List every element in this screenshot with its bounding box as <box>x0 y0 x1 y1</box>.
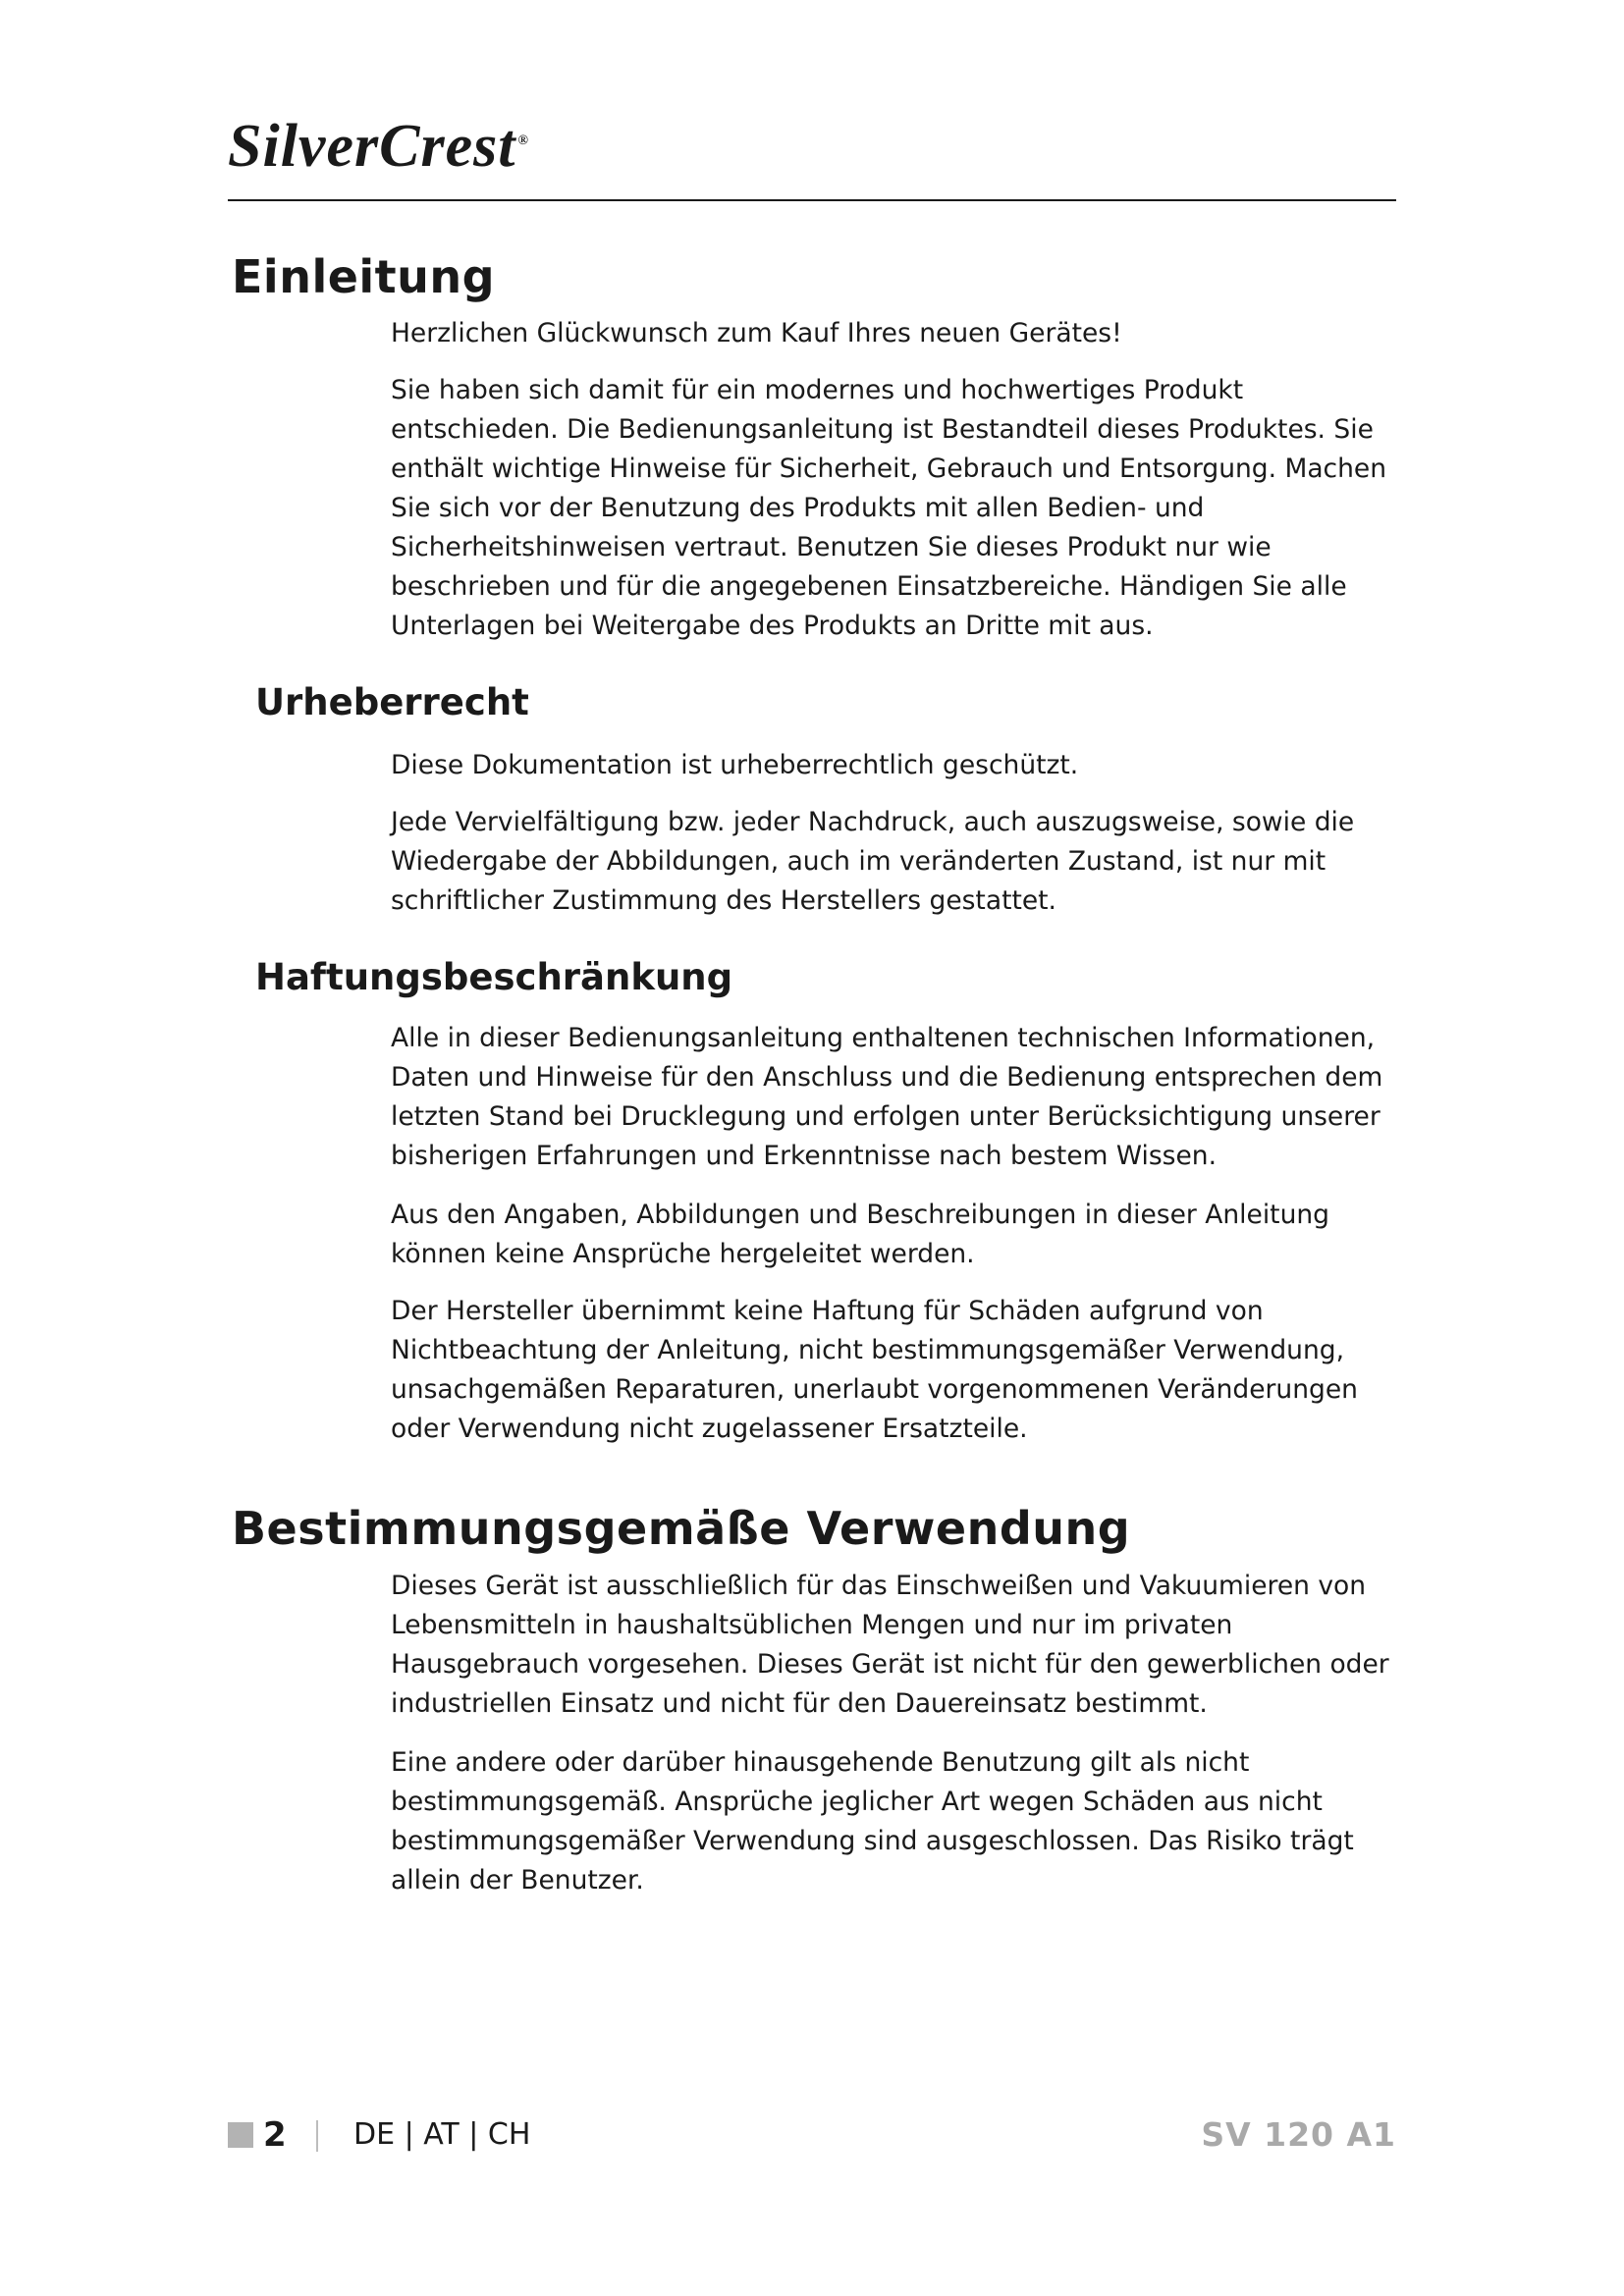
heading-urheberrecht: Urheberrecht <box>255 681 529 723</box>
model-number: SV 120 A1 <box>1201 2115 1396 2154</box>
paragraph-verwendung-2: Eine andere oder darüber hinausgehende Benutzung gilt als nicht bestimmungsgemäß. Ansprüche jeglicher Art wegen Schäden aus nicht bestimmungsgemäßer Verwendung sind ausgeschlossen. Das Risiko trägt allein der Benutzer. <box>391 1747 1354 1896</box>
brand-logo <box>228 113 529 180</box>
page-number: 2 <box>263 2115 287 2155</box>
footer-languages: DE | AT | CH <box>353 2117 531 2152</box>
footer-square-marker <box>228 2122 253 2148</box>
heading-haftungsbeschraenkung: Haftungsbeschränkung <box>255 956 733 998</box>
paragraph-urheberrecht-2: Jede Vervielfältigung bzw. jeder Nachdruck, auch auszugsweise, sowie die Wiedergabe der Abbildungen, auch im veränderten Zustand, ist nur mit schriftlicher Zustimmung des Herstellers gestattet. <box>391 807 1355 916</box>
footer-separator <box>316 2120 318 2152</box>
brand-logo-text: SilverCrest <box>228 113 516 180</box>
paragraph-verwendung-1: Dieses Gerät ist ausschließlich für das Einschweißen und Vakuumieren von Lebensmitteln in haushaltsüblichen Mengen und nur im privaten Hausgebrauch vorgesehen. Dieses Gerät ist nicht für den gewerblichen oder industriellen Einsatz und nicht für den Dauereinsatz bestimmt. <box>391 1571 1389 1719</box>
heading-einleitung: Einleitung <box>232 250 496 303</box>
paragraph-einleitung-1: Herzlichen Glückwunsch zum Kauf Ihres neuen Gerätes! <box>391 318 1122 348</box>
paragraph-haftung-3: Der Hersteller übernimmt keine Haftung für Schäden aufgrund von Nichtbeachtung der Anleitung, nicht bestimmungsgemäßer Verwendung, unsachgemäßen Reparaturen, unerlaubt vorgenommenen Veränderungen oder Verwendung nicht zugelassener Ersatzteile. <box>391 1296 1358 1444</box>
header-divider <box>228 199 1396 201</box>
paragraph-haftung-1: Alle in dieser Bedienungsanleitung enthaltenen technischen Informationen, Daten und Hinweise für den Anschluss und die Bedienung entsprechen dem letzten Stand bei Drucklegung und erfolgen unter Berücksichtigung unserer bisherigen Erfahrungen und Erkenntnisse nach bestem Wissen. <box>391 1023 1383 1171</box>
heading-bestimmungsgemaesse-verwendung: Bestimmungsgemäße Verwendung <box>232 1502 1131 1555</box>
paragraph-urheberrecht-1: Diese Dokumentation ist urheberrechtlich geschützt. <box>391 750 1079 780</box>
registered-mark: ® <box>517 133 529 149</box>
paragraph-haftung-2: Aus den Angaben, Abbildungen und Beschreibungen in dieser Anleitung können keine Ansprüche hergeleitet werden. <box>391 1200 1329 1269</box>
page-footer <box>228 2112 1396 2158</box>
paragraph-einleitung-2: Sie haben sich damit für ein modernes und hochwertiges Produkt entschieden. Die Bedienungsanleitung ist Bestandteil dieses Produktes. Sie enthält wichtige Hinweise für Sicherheit, Gebrauch und Entsorgung. Machen Sie sich vor der Benutzung des Produkts mit allen Bedien- und Sicherheitshinweisen vertraut. Benutzen Sie dieses Produkt nur wie beschrieben und für die angegebenen Einsatzbereiche. Händigen Sie alle Unterlagen bei Weitergabe des Produkts an Dritte mit aus. <box>391 375 1387 641</box>
